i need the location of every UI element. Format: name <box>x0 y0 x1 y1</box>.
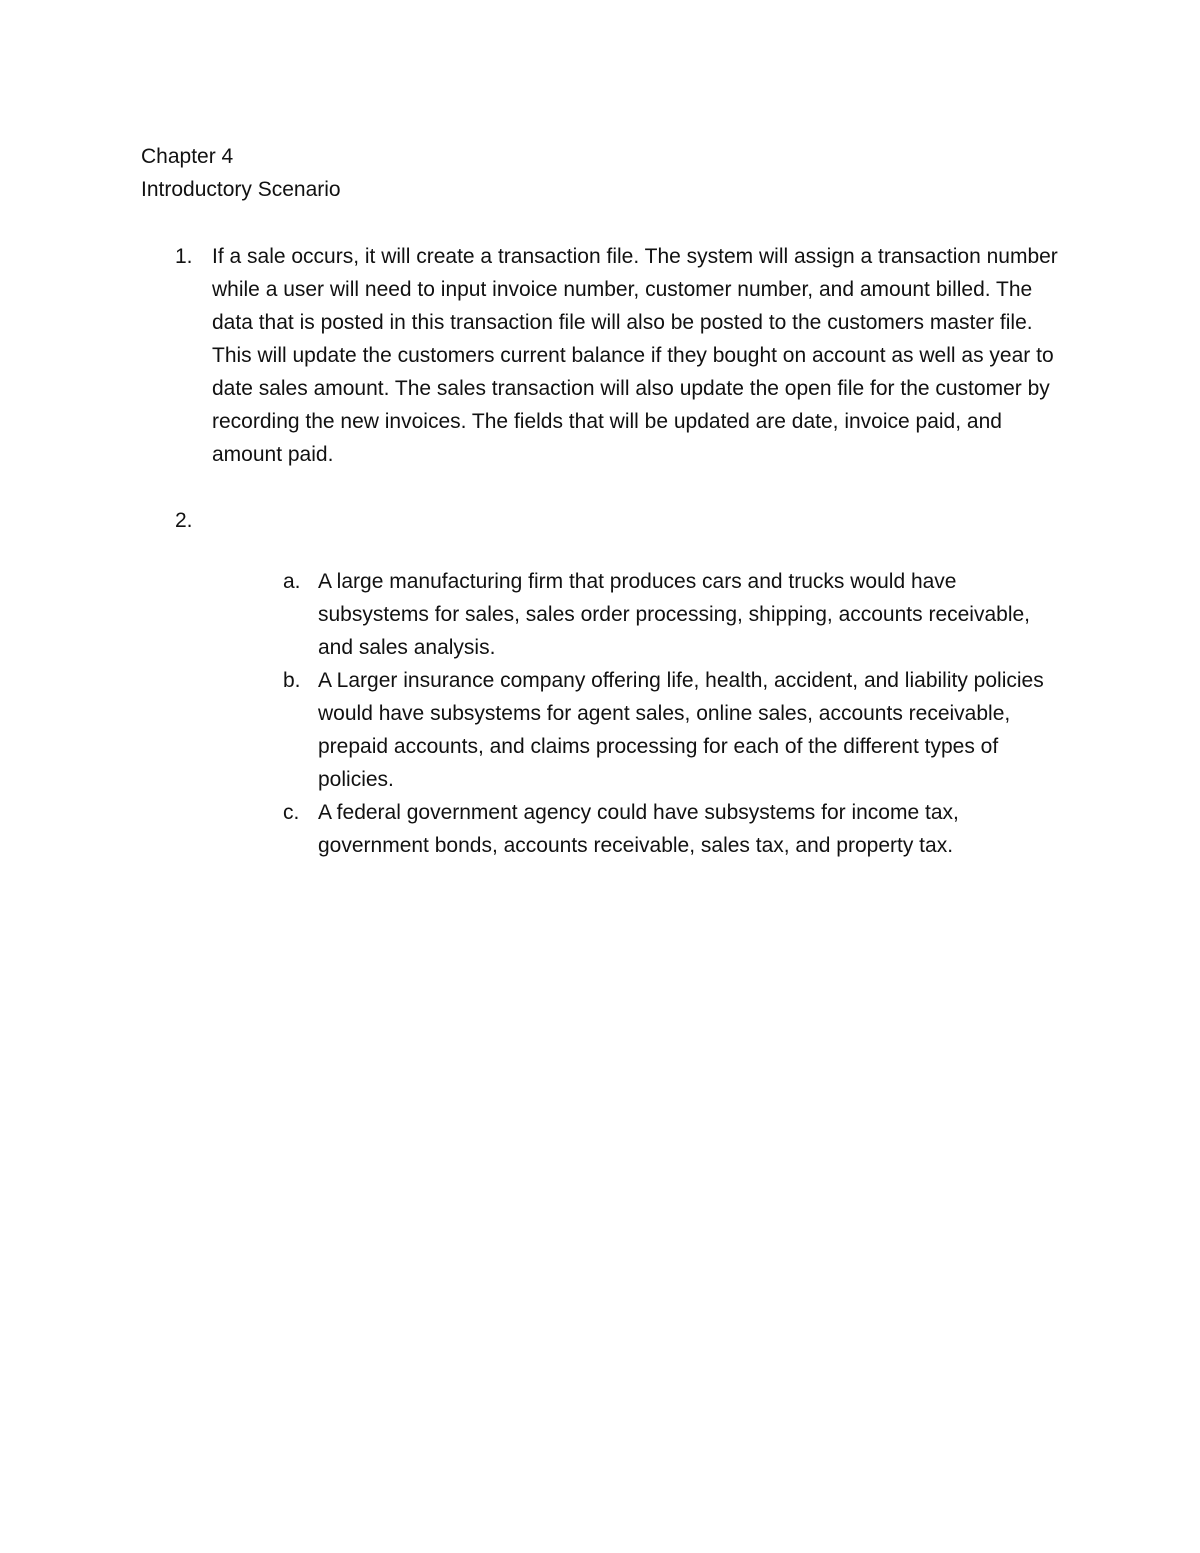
question-2-number: 2. <box>175 509 193 532</box>
chapter-heading: Chapter 4 <box>141 145 234 168</box>
list-marker: c. <box>283 801 300 824</box>
list-item-text: A federal government agency could have subsystems for income tax, government bonds, accounts receivable, sales tax, and property tax. <box>318 801 959 857</box>
list-marker: a. <box>283 570 301 593</box>
question-1-number: 1. <box>175 245 193 268</box>
list-marker: b. <box>283 669 301 692</box>
list-item-text: A large manufacturing firm that produces cars and trucks would have subsystems for sales, sales order processing, shipping, accounts receivable, and sales analysis. <box>318 570 1031 659</box>
list-item-text: A Larger insurance company offering life, health, accident, and liability policies would have subsystems for agent sales, online sales, accounts receivable, prepaid accounts, and claims processing for each of the different types of policies. <box>318 669 1044 791</box>
section-subtitle: Introductory Scenario <box>141 178 341 201</box>
question-1-answer: If a sale occurs, it will create a transaction file. The system will assign a transaction number while a user will need to input invoice number, customer number, and amount billed. The data that is posted in this transaction file will also be posted to the customers master file. This will update the customers current balance if they bought on account as well as year to date sales amount. The sales transaction will also update the open file for the customer by recording the new invoices. The fields that will be updated are date, invoice paid, and amount paid. <box>212 245 1058 466</box>
